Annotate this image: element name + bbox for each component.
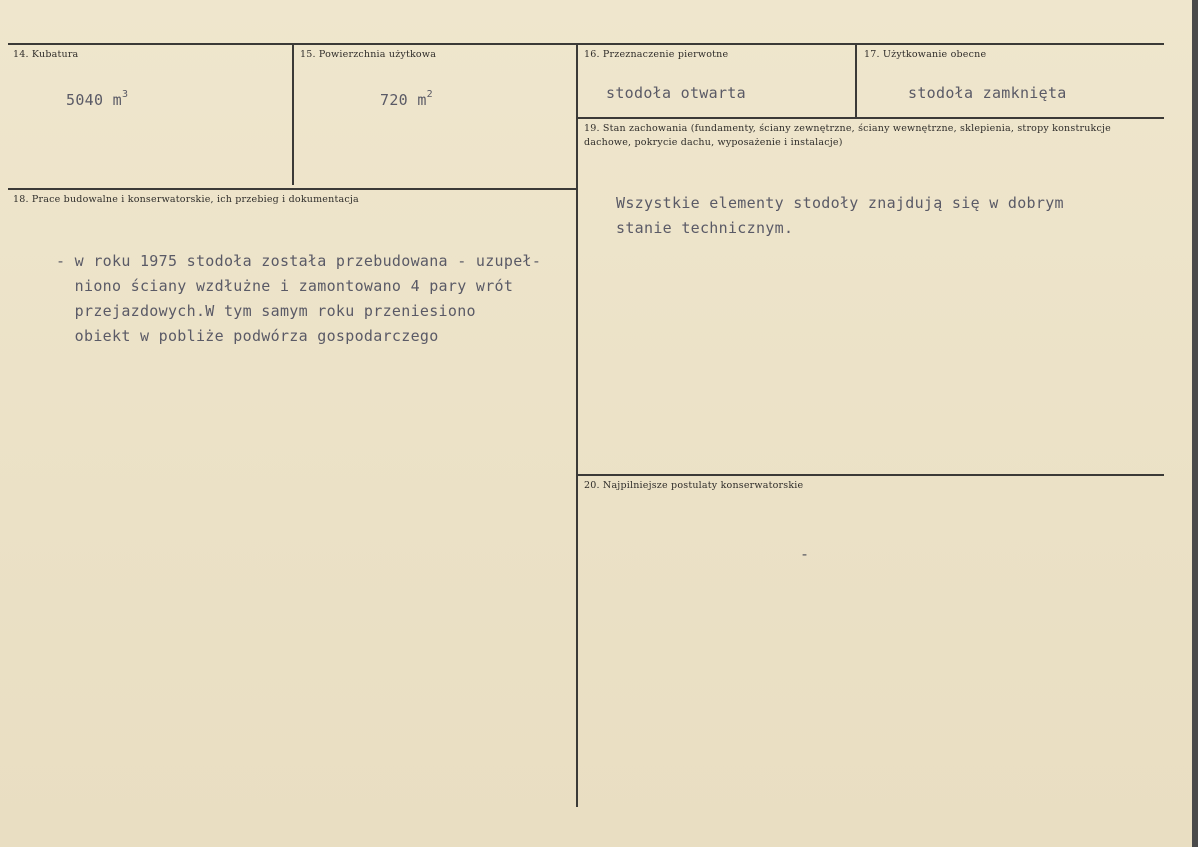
field-16-value: stodoła otwarta <box>606 84 746 102</box>
field-14-label: 14. Kubatura <box>13 49 79 60</box>
area-value: 720 m <box>380 91 427 109</box>
field-18-text <box>56 249 541 349</box>
divider-f14-f15 <box>292 45 294 185</box>
field-19-line: Wszystkie elementy stodoły znajdują się w dobrym <box>616 194 1064 212</box>
main-vertical-divider <box>576 45 578 807</box>
field-20-value: - <box>800 545 810 563</box>
field-18-label: 18. Prace budowalne i konserwatorskie, ich przebieg i dokumentacja <box>13 194 359 205</box>
cubature-value: 5040 m <box>66 91 122 109</box>
rule-below-f14-f15 <box>8 188 578 190</box>
field-17-label: 17. Użytkowanie obecne <box>864 49 987 60</box>
field-14-value <box>66 89 128 109</box>
rule-below-f16-f17 <box>578 117 1164 119</box>
field-19-line: stanie technicznym. <box>616 219 794 237</box>
field-18-line: obiekt w pobliże podwórza gospodarczego <box>56 327 439 345</box>
field-17-value: stodoła zamknięta <box>908 84 1067 102</box>
area-unit-exponent: 2 <box>426 89 433 100</box>
field-15-label: 15. Powierzchnia użytkowa <box>300 49 437 60</box>
field-18-line: przejazdowych.W tym samym roku przeniesiono <box>56 302 476 320</box>
field-20-label: 20. Najpilniejsze postulaty konserwatorskie <box>584 480 804 491</box>
field-19-label: 19. Stan zachowania (fundamenty, ściany zewnętrzne, ściany wewnętrzne, sklepienia, stropy konstrukcje dachowe, pokrycie dachu, wyposażenie i instalacje) <box>584 123 1111 148</box>
field-16-label: 16. Przeznaczenie pierwotne <box>584 49 729 60</box>
divider-f16-f17 <box>855 45 857 117</box>
field-19-text <box>616 191 1064 241</box>
top-rule <box>8 43 1164 45</box>
field-15-value <box>380 89 433 109</box>
rule-below-f19 <box>578 474 1164 476</box>
field-18-line: niono ściany wzdłużne i zamontowano 4 pary wrót <box>56 277 514 295</box>
cubature-unit-exponent: 3 <box>122 89 129 100</box>
field-18-line: - w roku 1975 stodoła została przebudowana - uzupeł- <box>56 252 542 270</box>
